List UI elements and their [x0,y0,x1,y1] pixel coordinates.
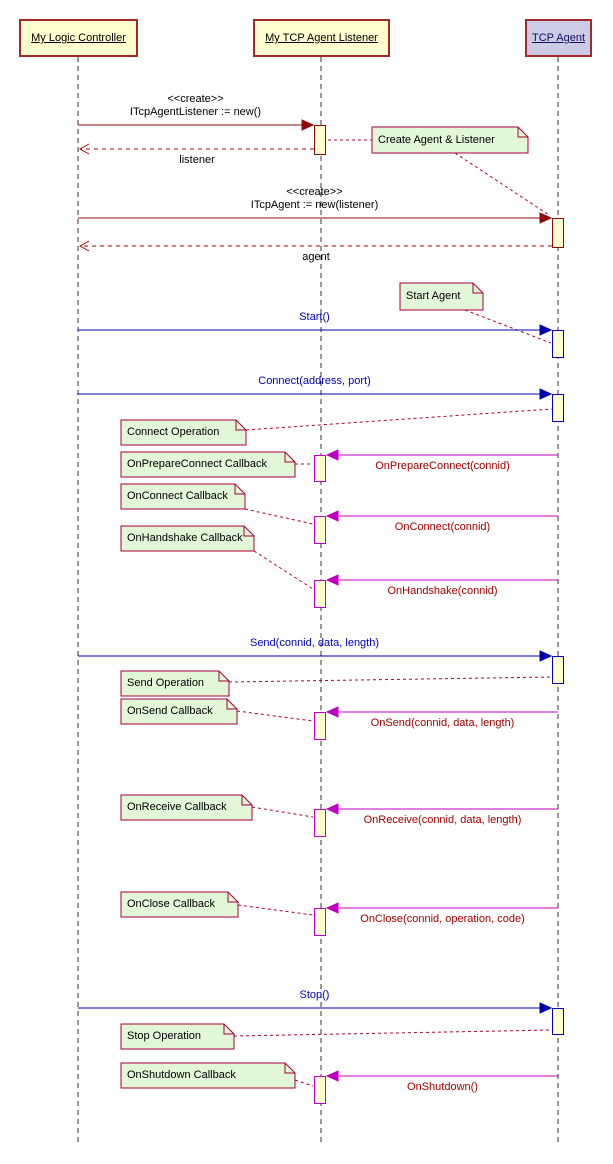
message-arrowhead-icon [540,651,551,661]
message-arrowhead-icon [540,389,551,399]
participant-box [525,19,592,57]
message-label [300,989,330,1002]
message-label-line: listener [179,154,215,166]
activation-bar [314,908,326,936]
note-label: OnHandshake Callback [127,532,243,544]
message-label [299,311,330,324]
note-connector [252,807,313,817]
note-connector [229,677,552,682]
activation-bar [314,712,326,740]
note-connector [246,409,552,430]
activation-bar [314,125,326,155]
message-label [375,460,510,473]
message-arrowhead-icon [540,325,551,335]
note-connector [234,1030,552,1036]
note-label: OnReceive Callback [127,801,227,813]
message-label-line: OnClose(connid, operation, code) [360,913,525,925]
note-connector [245,509,313,524]
message-label [250,637,379,650]
message-label-line: OnPrepareConnect(connid) [375,460,510,472]
message-label [302,251,330,264]
activation-bar [314,580,326,608]
activation-bar [552,656,564,684]
participant-box [253,19,390,57]
message-label-line: Send(connid, data, length) [249,637,380,649]
note-label: Start Agent [406,290,461,302]
activation-bar [552,1008,564,1035]
note-label: OnSend Callback [127,705,213,717]
note-connector [237,711,313,721]
message-arrowhead-icon [540,213,551,223]
message-label-line: OnSend(connid, data, length) [370,717,515,729]
message-label-line: ITcpAgentListener := new() [129,106,262,118]
note-label: OnClose Callback [127,898,216,910]
message-label [371,717,515,730]
message-label-line: OnReceive(connid, data, length) [363,814,522,826]
message-label [360,913,524,926]
activation-bar [552,394,564,422]
note-label: Stop Operation [127,1030,201,1042]
participant-box [19,19,138,57]
message-arrowhead-icon [327,707,338,717]
note-label: OnPrepareConnect Callback [127,458,268,470]
message-arrowhead-icon [327,1071,338,1081]
note-connector [254,551,313,589]
message-arrowhead-icon [327,450,338,460]
note-connector [238,905,313,915]
activation-bar [314,1076,326,1104]
message-label-line: ITcpAgent := new(listener) [250,199,379,211]
activation-bar [314,516,326,544]
note-label: Create Agent & Listener [378,133,495,146]
message-arrowhead-icon [327,804,338,814]
message-arrowhead-icon [302,120,313,130]
participant-label: TCP Agent [532,32,585,44]
message-label [407,1081,478,1094]
message-label [395,521,490,534]
participant-label: My TCP Agent Listener [265,32,378,44]
participant-label: My Logic Controller [31,32,126,44]
note-label: Connect Operation [127,426,220,438]
note-connector [455,153,549,215]
message-arrowhead-icon [327,575,338,585]
message-arrowhead-icon [327,903,338,913]
message-label [130,93,261,119]
message-label [258,375,371,388]
activation-bar [552,218,564,248]
note-label: OnConnect Callback [127,490,228,502]
message-label-line: agent [302,251,330,263]
message-label-line: <<create>> [167,93,224,105]
activation-bar [314,455,326,482]
activation-bar [314,809,326,837]
message-label-line: OnHandshake(connid) [387,585,498,597]
message-label-line: Stop() [299,989,330,1001]
message-label [251,186,378,212]
note-connector [295,1080,313,1086]
message-label-line: OnConnect(connid) [394,521,491,533]
message-arrowhead-icon [540,1003,551,1013]
note-connector [465,310,551,343]
message-label [387,585,497,598]
message-label-line: <<create>> [286,186,343,198]
activation-bar [552,330,564,358]
message-label-line: Start() [299,311,330,323]
message-arrowhead-icon [327,511,338,521]
message-label-line: OnShutdown() [407,1081,478,1093]
message-label [179,154,214,167]
note-label: OnShutdown Callback [127,1069,236,1081]
message-label-line: Connect(address, port) [258,375,371,387]
note-label: Send Operation [127,677,205,689]
message-label [364,814,522,827]
